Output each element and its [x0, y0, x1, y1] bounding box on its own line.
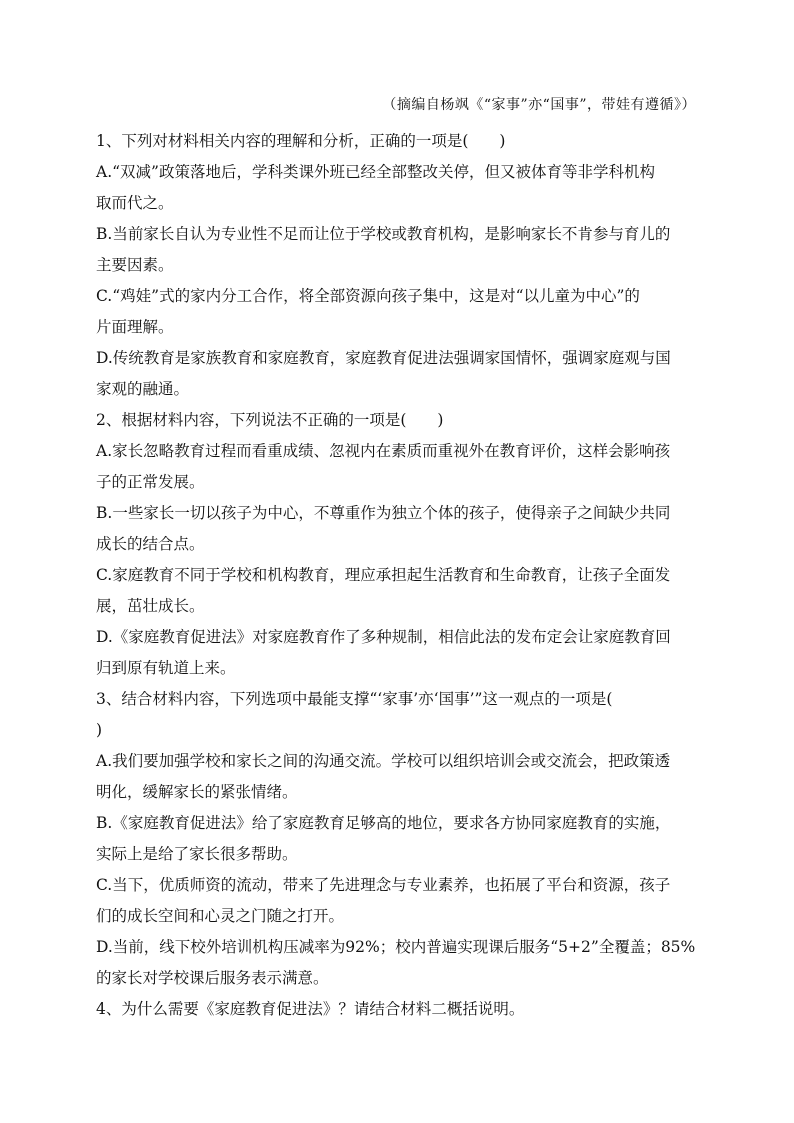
question-2-option-b-cont: 成长的结合点。: [96, 535, 205, 553]
question-1-option-b-cont: 主要因素。: [96, 256, 174, 274]
question-3-option-a-cont: 明化，缓解家长的紧张情绪。: [96, 783, 298, 801]
question-3-option-d-cont: 的家长对学校课后服务表示满意。: [96, 969, 329, 987]
question-3-option-c: C.当下，优质师资的流动，带来了先进理念与专业素养，也拓展了平台和资源，孩子: [96, 876, 671, 894]
source-citation: （摘编自杨飒《“家事”亦“国事”，带娃有遵循》）: [382, 97, 696, 113]
question-1-option-c-cont: 片面理解。: [96, 318, 174, 336]
question-2-option-c-cont: 展，茁壮成长。: [96, 597, 205, 615]
question-3-option-b: B.《家庭教育促进法》给了家庭教育足够高的地位，要求各方协同家庭教育的实施，: [96, 814, 671, 832]
question-1-option-c: C.“鸡娃”式的家内分工合作，将全部资源向孩子集中，这是对“以儿童为中心”的: [96, 287, 640, 305]
question-2-option-b: B.一些家长一切以孩子为中心，不尊重作为独立个体的孩子，使得亲子之间缺少共同: [96, 504, 671, 522]
question-3-option-c-cont: 们的成长空间和心灵之门随之打开。: [96, 907, 345, 925]
question-2-option-d: D.《家庭教育促进法》对家庭教育作了多种规制，相信此法的发布定会让家庭教育回: [96, 628, 671, 646]
question-3-stem-cont: ): [96, 721, 103, 739]
question-4-stem: 4、为什么需要《家庭教育促进法》？请结合材料二概括说明。: [96, 1000, 525, 1018]
question-1-stem: 1、下列对材料相关内容的理解和分析，正确的一项是( ): [96, 132, 506, 150]
question-3-option-d: D.当前，线下校外培训机构压减率为92%；校内普遍实现课后服务“5+2”全覆盖；85%: [96, 938, 696, 956]
question-1-option-d: D.传统教育是家族教育和家庭教育，家庭教育促进法强调家国情怀，强调家庭观与国: [96, 349, 671, 367]
question-3-option-a: A.我们要加强学校和家长之间的沟通交流。学校可以组织培训会或交流会，把政策透: [96, 752, 671, 770]
question-1-option-a: A.“双减”政策落地后，学科类课外班已经全部整改关停，但又被体育等非学科机构: [96, 163, 655, 181]
questions-body: [96, 126, 696, 1025]
question-2-option-a: A.家长忽略教育过程而看重成绩、忽视内在素质而重视外在教育评价，这样会影响孩: [96, 442, 671, 460]
question-1-option-b: B.当前家长自认为专业性不足而让位于学校或教育机构，是影响家长不肯参与育儿的: [96, 225, 671, 243]
question-2-stem: 2、根据材料内容，下列说法不正确的一项是( ): [96, 411, 444, 429]
question-1-option-d-cont: 家观的融通。: [96, 380, 190, 398]
question-2-option-d-cont: 归到原有轨道上来。: [96, 659, 236, 677]
question-3-stem: 3、结合材料内容，下列选项中最能支撑“‘家事’亦‘国事’”这一观点的一项是(: [96, 690, 613, 708]
question-2-option-c: C.家庭教育不同于学校和机构教育，理应承担起生活教育和生命教育，让孩子全面发: [96, 566, 671, 584]
question-1-option-a-cont: 取而代之。: [96, 194, 174, 212]
question-2-option-a-cont: 子的正常发展。: [96, 473, 205, 491]
question-3-option-b-cont: 实际上是给了家长很多帮助。: [96, 845, 298, 863]
